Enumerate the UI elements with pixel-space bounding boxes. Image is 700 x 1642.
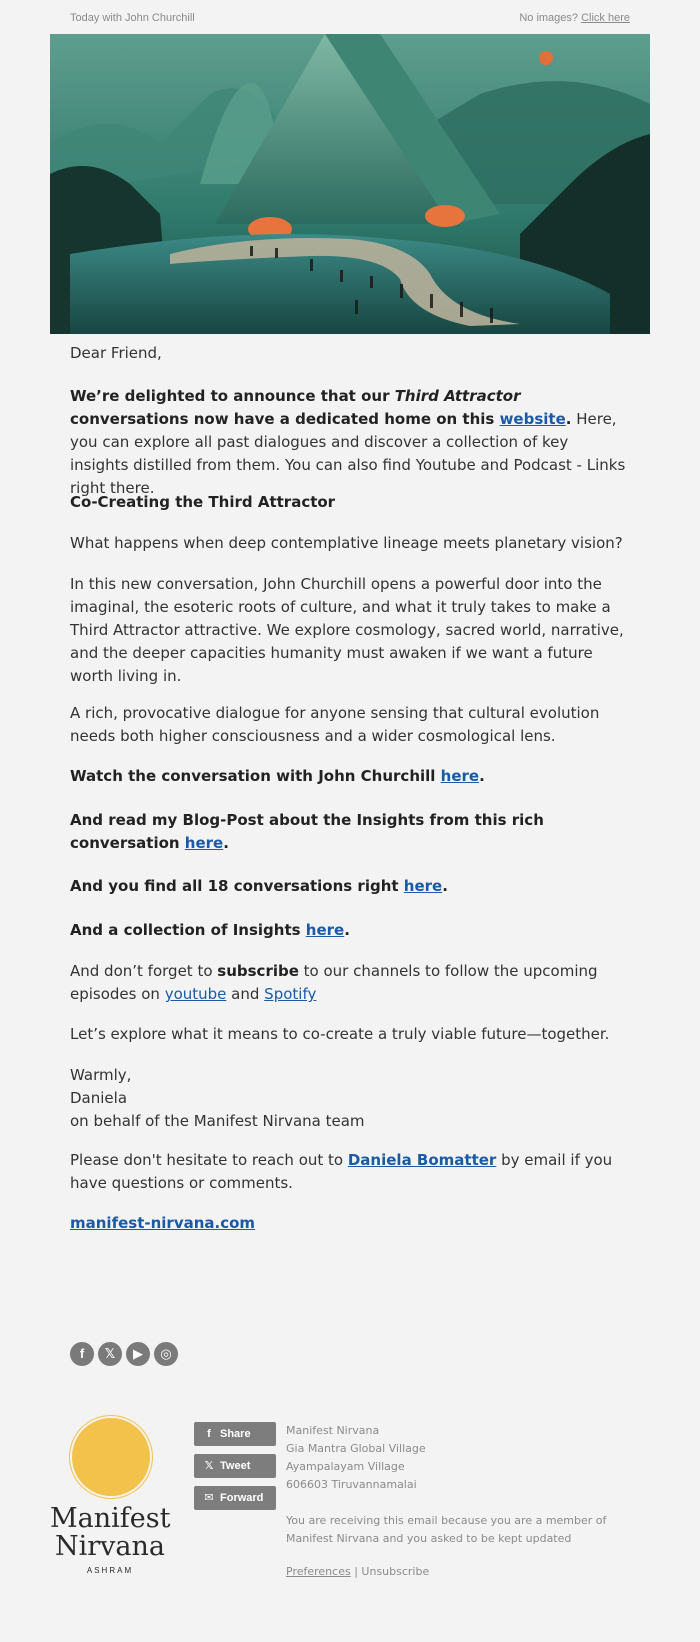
preheader-title: Today with John Churchill (70, 12, 195, 24)
forward-label: Forward (220, 1492, 264, 1504)
no-images-text: No images? (519, 12, 579, 24)
envelope-icon: ✉ (204, 1492, 214, 1504)
tweet-button[interactable] (194, 1454, 276, 1478)
announce-period: . (565, 410, 572, 428)
blog-line (70, 809, 630, 855)
membership-notice: You are receiving this email because you are a member of Manifest Nirvana and you asked to be kept updated (286, 1514, 607, 1545)
watch-line (70, 765, 630, 788)
greeting: Dear Friend, (70, 344, 162, 362)
address-line1: Gia Mantra Global Village (286, 1442, 426, 1455)
explore-paragraph: Let’s explore what it means to co-create a truly viable future—together. (70, 1025, 610, 1043)
site-link[interactable]: manifest-nirvana.com (70, 1214, 256, 1232)
contact-part2: by email if you have questions or comments. (70, 1151, 613, 1192)
share-button[interactable] (194, 1422, 276, 1446)
address-org: Manifest Nirvana (286, 1424, 380, 1437)
announce-part1: We’re delighted to announce that our (70, 387, 395, 405)
social-icons (70, 1342, 182, 1368)
footer-separator: | (354, 1565, 358, 1578)
watch-end: . (479, 767, 485, 785)
signoff (70, 1064, 630, 1133)
contact-part1: Please don't hesitate to reach out to (70, 1151, 348, 1169)
logo-line2: Nirvana (54, 1531, 165, 1562)
address-line2: Ayampalayam Village (286, 1460, 405, 1473)
x-tweet-icon: 𝕏 (204, 1460, 214, 1472)
sun-icon (72, 1418, 150, 1496)
insights-line (70, 919, 630, 942)
announce-rest: Here, you can explore all past dialogues and discover a collection of key insights distilled from them. You can also find Youtube and Podcast - Links right there. (70, 410, 626, 497)
subscribe-part1: And don’t forget to (70, 962, 218, 980)
contact-paragraph (70, 1149, 630, 1195)
site-line (70, 1212, 630, 1235)
watch-text: Watch the conversation with John Churchill (70, 767, 441, 785)
insights-text: And a collection of Insights (70, 921, 306, 939)
blog-text: And read my Blog-Post about the Insights from this rich conversation (70, 811, 544, 852)
all-text: And you find all 18 conversations right (70, 877, 404, 895)
share-label: Share (220, 1428, 251, 1440)
click-here-link[interactable]: Click here (581, 12, 630, 24)
blog-end: . (223, 834, 229, 852)
spotify-link[interactable]: Spotify (264, 985, 317, 1003)
postal-address (286, 1422, 626, 1494)
youtube-icon[interactable]: ▶ (126, 1342, 150, 1366)
signoff-name: Daniela (70, 1089, 128, 1107)
watch-here-link[interactable]: here (440, 767, 480, 785)
section-heading: Co-Creating the Third Attractor (70, 493, 336, 511)
subscribe-paragraph (70, 960, 630, 1006)
signoff-team: on behalf of the Manifest Nirvana team (70, 1112, 365, 1130)
announce-part2: conversations now have a dedicated home on this (70, 410, 500, 428)
question-paragraph: What happens when deep contemplative lineage meets planetary vision? (70, 534, 623, 552)
logo-line1: Manifest (50, 1503, 171, 1534)
footer (50, 1404, 650, 1604)
announcement-paragraph (70, 385, 630, 500)
manifest-nirvana-logo (50, 1418, 170, 1578)
subscribe-part2: to our channels to follow the upcoming episodes on (70, 962, 598, 1003)
preheader-right (519, 12, 630, 24)
daniela-email-link[interactable]: Daniela Bomatter (347, 1151, 497, 1169)
subscribe-bold: subscribe (217, 962, 299, 980)
unsubscribe-link[interactable]: Unsubscribe (361, 1565, 430, 1578)
subscribe-and: and (226, 985, 265, 1003)
preheader (70, 12, 630, 28)
third-attractor-emphasis: Third Attractor (394, 387, 521, 405)
hero-illustration (50, 34, 650, 334)
all-conversations-line (70, 875, 630, 898)
all-end: . (442, 877, 448, 895)
website-link[interactable]: website (499, 410, 566, 428)
facebook-icon[interactable]: f (70, 1342, 94, 1366)
hero-image (50, 34, 650, 334)
all-here-link[interactable]: here (403, 877, 443, 895)
instagram-icon[interactable]: ◎ (154, 1342, 178, 1366)
forward-button[interactable] (194, 1486, 276, 1510)
x-icon[interactable]: 𝕏 (98, 1342, 122, 1366)
blog-here-link[interactable]: here (184, 834, 224, 852)
logo-tag: ASHRAM (86, 1566, 134, 1575)
facebook-share-icon: f (207, 1428, 211, 1440)
dialogue-paragraph: A rich, provocative dialogue for anyone sensing that cultural evolution needs both higher consciousness and a wider cosmological lens. (70, 704, 600, 745)
insights-here-link[interactable]: here (305, 921, 345, 939)
address-line3: 606603 Tiruvannamalai (286, 1478, 417, 1491)
insights-end: . (344, 921, 350, 939)
preferences-link[interactable]: Preferences (286, 1565, 351, 1578)
email-body (50, 334, 650, 1404)
footer-links (286, 1563, 626, 1581)
youtube-link[interactable]: youtube (164, 985, 227, 1003)
signoff-warmly: Warmly, (70, 1066, 132, 1084)
tweet-label: Tweet (220, 1460, 251, 1472)
conversation-paragraph: In this new conversation, John Churchill opens a powerful door into the imaginal, the esoteric roots of culture, and what it truly takes to make a Third Attractor attractive. We explore cosmology, sacred world, narrative, and the deeper capacities humanity must awaken if we want a future worth living in. (70, 575, 624, 685)
